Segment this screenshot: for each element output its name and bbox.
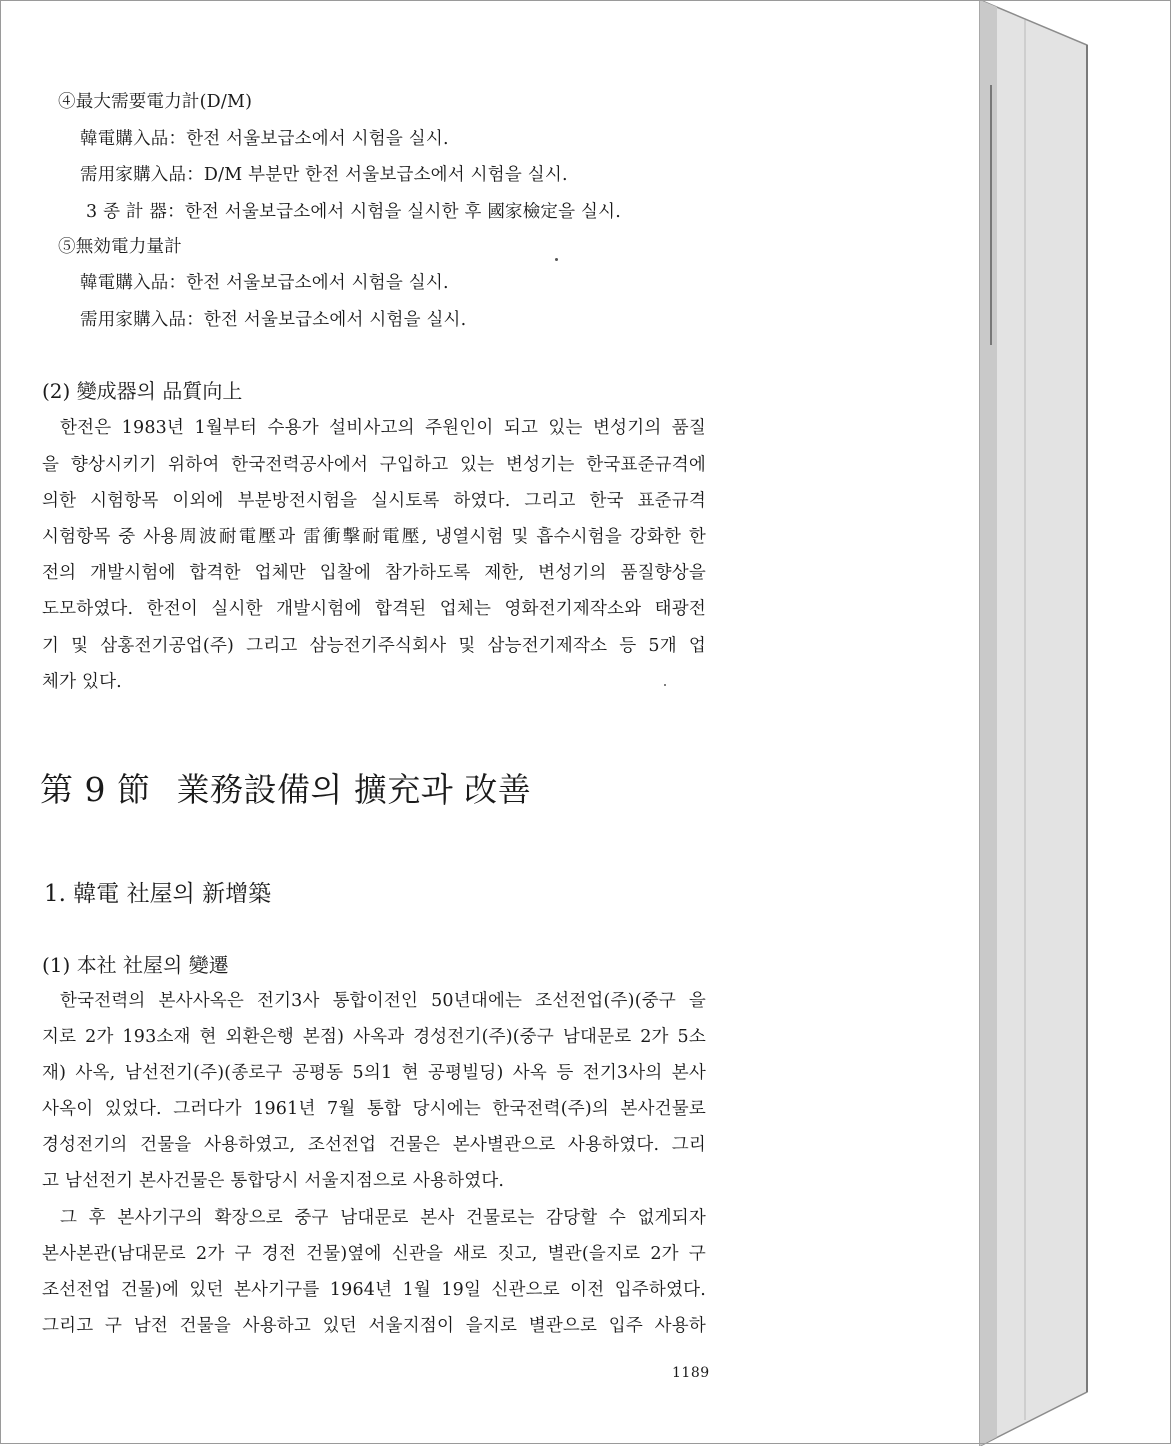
page-number: 1189 [672,1365,710,1381]
paragraph-line: 시험항목 중 사용周波耐電壓과 雷衝擊耐電壓, 냉열시험 및 흡수시험을 강화한 한 [42,527,706,547]
section-heading-transformer: (2) 變成器의 品質向上 [42,379,243,403]
paragraph-line: 한국전력의 본사사옥은 전기3사 통합이전인 50년대에는 조선전업(주)(중구 을 [60,991,706,1011]
paragraph-line: 그 후 본사기구의 확장으로 중구 남대문로 본사 건물로는 감당할 수 없게되자 [60,1208,706,1228]
item-heading-demand-meter: ④最大需要電力計(D/M) [58,92,253,112]
item-row: 韓電購入品：한전 서울보급소에서 시험을 실시. [80,273,449,293]
paragraph-line: 사옥이 있었다. 그러다가 1961년 7월 통합 당시에는 한국전력(주)의 본사건물로 [42,1099,706,1119]
chapter-name: 業務設備의 擴充과 改善 [176,770,532,809]
item-row: 需用家購入品：한전 서울보급소에서 시험을 실시. [80,310,467,330]
paragraph-line: 경성전기의 건물을 사용하였고, 조선전업 건물은 본사별관으로 사용하였다. 그리 [42,1135,706,1155]
paragraph-line: 한전은 1983년 1월부터 수용가 설비사고의 주원인이 되고 있는 변성기의 품질 [60,418,706,438]
item-row: 3 종 計 器：한전 서울보급소에서 시험을 실시한 후 國家檢定을 실시. [86,202,621,222]
paragraph-line: 그리고 구 남전 건물을 사용하고 있던 서울지점이 을지로 별관으로 입주 사용하 [42,1316,706,1336]
paragraph-line: 지로 2가 193소재 현 외환은행 본점) 사옥과 경성전기(주)(중구 남대문로 2가 5소 [42,1027,706,1047]
paragraph-line: 본사본관(남대문로 2가 구 경전 건물)옆에 신관을 새로 짓고, 별관(을지로 2가 구 [42,1244,706,1264]
item-row: 韓電購入品：한전 서울보급소에서 시험을 실시. [80,129,449,149]
paragraph-line: 을 향상시키기 위하여 한국전력공사에서 구입하고 있는 변성기는 한국표준규격에 [42,455,706,475]
paragraph-line: 재) 사옥, 남선전기(주)(종로구 공평동 5의1 현 공평빌딩) 사옥 등 전기3사의 본사 [42,1063,706,1083]
paragraph-line: 의한 시험항목 이외에 부분방전시험을 실시토록 하였다. 그리고 한국 표준규격 [42,491,706,511]
paragraph-line: 조선전업 건물)에 있던 본사기구를 1964년 1월 19일 신관으로 이전 입주하였다. [42,1280,706,1300]
item-heading-reactive-meter: ⑤無効電力量計 [58,237,182,257]
paragraph-line: 기 및 삼홍전기공업(주) 그리고 삼능전기주식회사 및 삼능전기제작소 등 5개 업 [42,636,706,656]
section-heading-1: 1. 韓電 社屋의 新增築 [44,881,272,907]
item-row: 需用家購入品：D/M 부분만 한전 서울보급소에서 시험을 실시. [80,165,568,185]
paragraph-line: 전의 개발시험에 합격한 업체만 입찰에 참가하도록 제한, 변성기의 품질향상을 [42,563,706,583]
subsection-heading: (1) 本社 社屋의 變遷 [42,953,229,977]
paragraph-line: 도모하였다. 한전이 실시한 개발시험에 합격된 업체는 영화전기제작소와 태광전 [42,599,706,619]
paragraph-line: 고 남선전기 본사건물은 통합당시 서울지점으로 사용하였다. [42,1171,505,1191]
paragraph-line: 체가 있다. [42,672,122,692]
chapter-number: 第 9 節 [40,770,151,809]
